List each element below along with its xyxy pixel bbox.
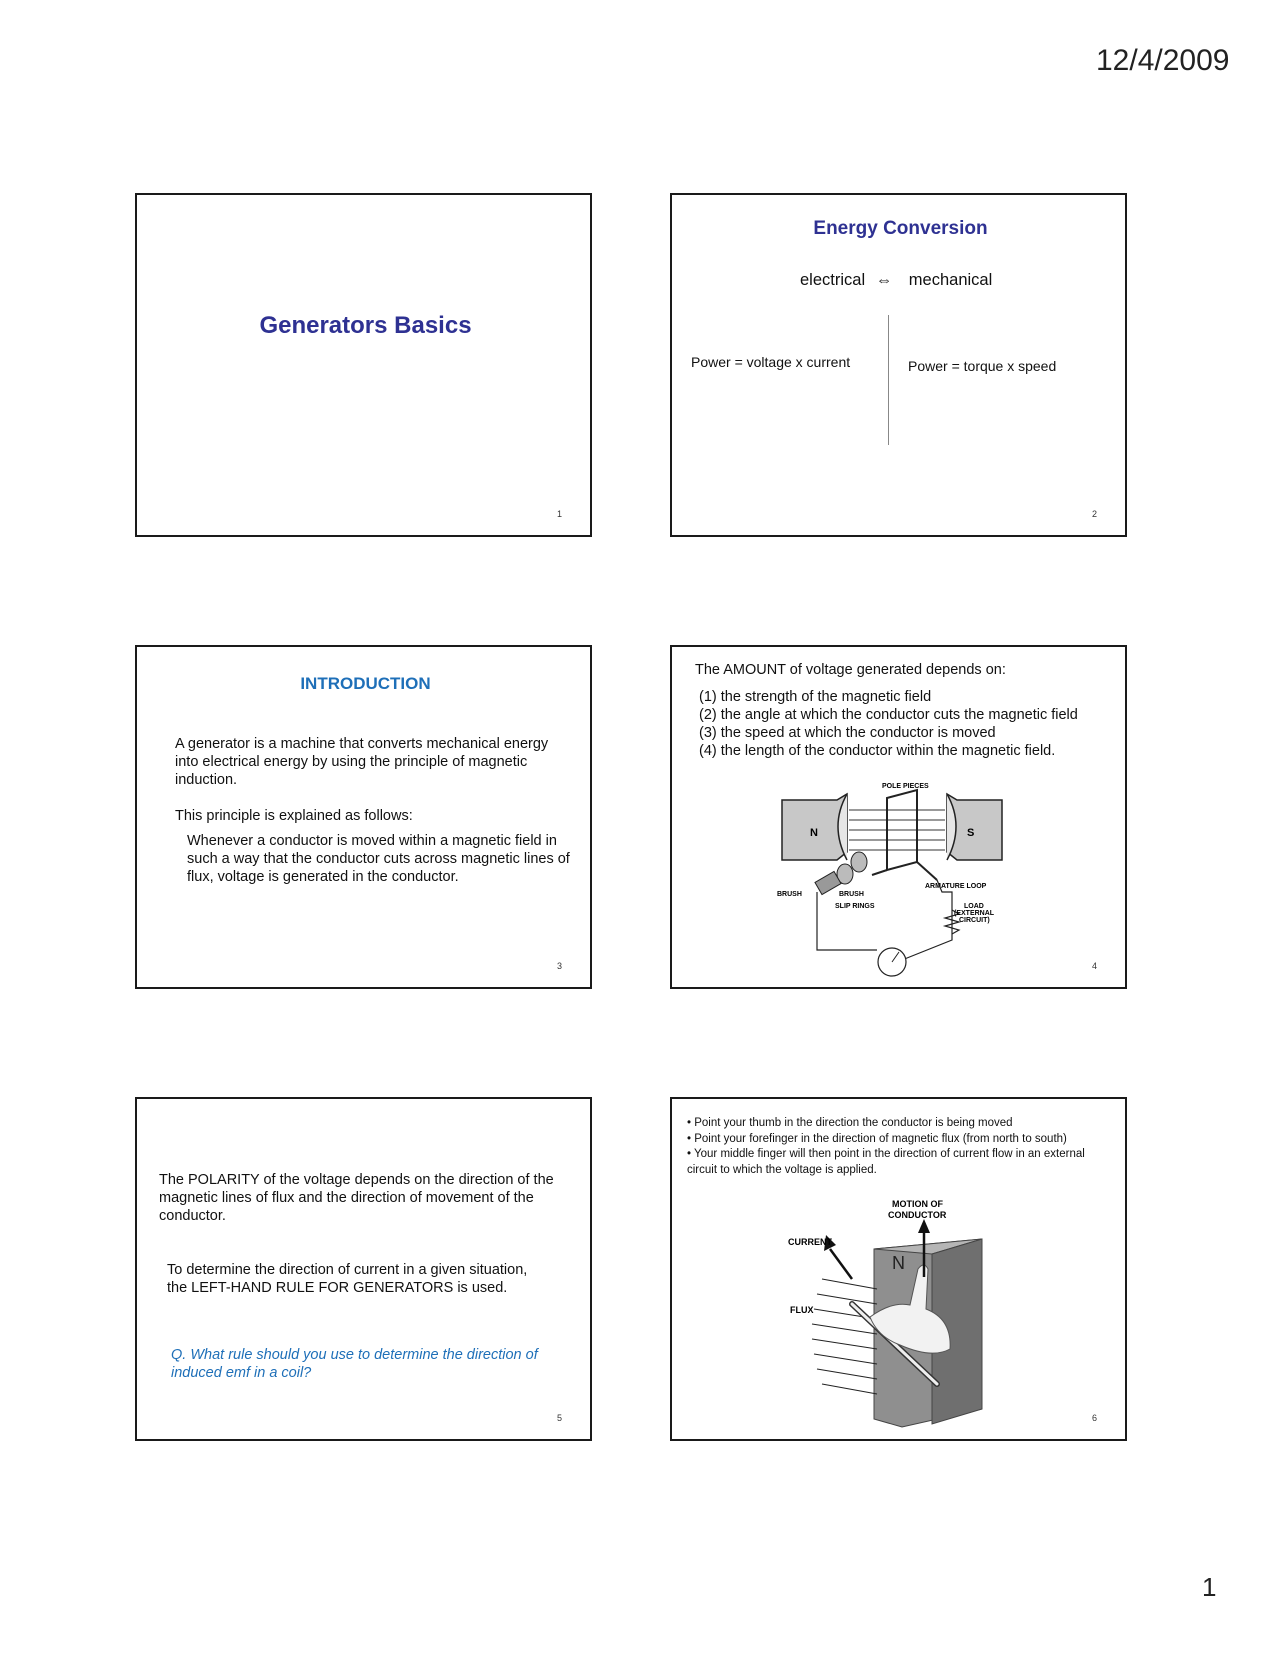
load-label-2: (EXTERNAL [954,910,995,917]
load-label-3: CIRCUIT) [959,917,990,924]
polarity-paragraph: The POLARITY of the voltage depends on the direction of the magnetic lines of flux and the direction of movement of the conductor. [159,1172,554,1224]
slide-title: Energy Conversion [813,218,988,239]
left-hand-rule-paragraph: To determine the direction of current in a given situation, the LEFT-HAND RULE FOR GENERATORS is used. [167,1262,528,1296]
mechanical-label: mechanical [908,271,993,289]
list-item: • Your middle finger will then point in the direction of current flow in an external circuit to which the voltage is applied. [687,1148,1085,1176]
formula-right: Power = torque x speed [908,358,1057,374]
slide-2 [670,193,1127,537]
list-item: • Point your forefinger in the direction of magnetic flux (from north to south) [687,1132,1067,1145]
formula-left: Power = voltage x current [691,354,851,370]
list-item: • Point your thumb in the direction the conductor is being moved [687,1117,1013,1129]
slide-1 [135,193,592,537]
principle-text: Whenever a conductor is moved within a magnetic field in such a way that the conductor cuts across magnetic lines of flux, voltage is generated in the conductor. [187,833,570,885]
slide-5 [135,1097,592,1441]
slide-title: INTRODUCTION [300,674,431,693]
flux-label: FLUX [790,1305,814,1315]
south-pole-label: S [967,827,975,839]
slide-6 [670,1097,1127,1441]
left-hand-rule-diagram [782,1199,1022,1429]
list-item: (4) the length of the conductor within the magnetic field. [699,743,1056,759]
slide-title: Generators Basics [259,312,472,339]
double-arrow-icon: ⇔ [875,271,893,289]
list-item: (3) the speed at which the conductor is moved [699,725,996,741]
slide-number: 4 [1091,961,1097,971]
load-label: LOAD [964,903,984,910]
divider [888,315,889,445]
page-number: 1 [1202,1572,1217,1602]
amount-heading: The AMOUNT of voltage generated depends on: [695,662,1006,678]
slide-number: 6 [1091,1413,1097,1423]
question-text: Q. What rule should you use to determine the direction of induced emf in a coil? [171,1347,538,1381]
slide-number: 5 [556,1413,562,1423]
principle-lead: This principle is explained as follows: [175,808,413,824]
motion-label-2: CONDUCTOR [888,1210,947,1220]
north-pole-label: N [892,1253,905,1273]
slide-4 [670,645,1127,989]
slide-number: 3 [556,961,562,971]
header-date: 12/4/2009 [1096,44,1230,77]
brush-label-left: BRUSH [777,891,802,898]
brush-label-right: BRUSH [839,891,864,898]
pole-pieces-label: POLE PIECES [882,783,929,790]
slide-number: 2 [1091,509,1097,519]
generator-diagram [777,780,1007,980]
slide-3 [135,645,592,989]
list-item: (1) the strength of the magnetic field [699,689,932,705]
armature-loop-label: ARMATURE LOOP [925,883,987,890]
slide-number: 1 [556,509,562,519]
current-label: CURRENT [788,1237,832,1247]
conversion-line [800,271,992,290]
list-item: (2) the angle at which the conductor cuts the magnetic field [699,707,1078,723]
north-pole-label: N [810,827,818,839]
electrical-label: electrical [800,271,866,289]
intro-paragraph: A generator is a machine that converts mechanical energy into electrical energy by using the principle of magnetic induction. [175,736,549,788]
slip-rings-label: SLIP RINGS [835,903,875,910]
factor-list [699,688,1119,760]
motion-label: MOTION OF [892,1199,943,1209]
rule-bullets [687,1116,1112,1178]
